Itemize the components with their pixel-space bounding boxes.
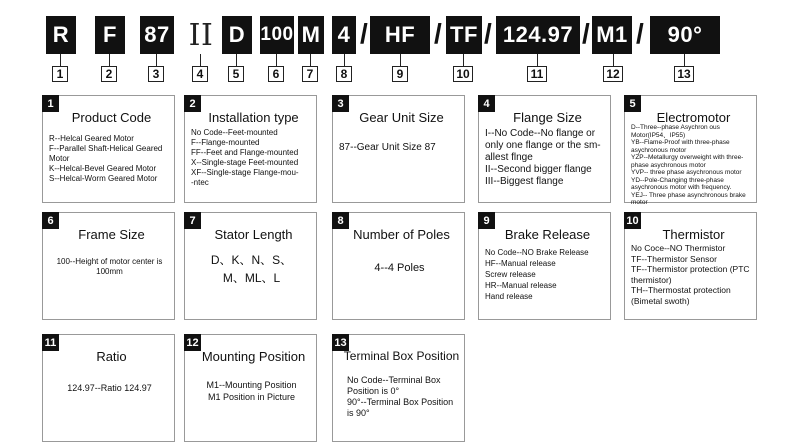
code-separator: / bbox=[582, 18, 590, 49]
card-number-badge: 7 bbox=[184, 212, 201, 229]
card-terminal-box-position bbox=[332, 334, 465, 442]
card-body: 124.97--Ratio 124.97 bbox=[67, 383, 152, 393]
card-number-badge: 1 bbox=[42, 95, 59, 112]
connector-tick bbox=[537, 54, 538, 66]
card-title: Mounting Position bbox=[201, 349, 306, 364]
code-87: 87 bbox=[140, 16, 174, 54]
code-II: II bbox=[188, 17, 214, 53]
card-body: M1--Mounting Position M1 Position in Picture bbox=[206, 380, 297, 402]
code-ratio: 124.97 bbox=[496, 16, 580, 54]
index-number: 9 bbox=[392, 66, 408, 82]
card-number-badge: 3 bbox=[332, 95, 349, 112]
card-title: Product Code bbox=[71, 110, 152, 125]
code-4: 4 bbox=[332, 16, 356, 54]
index-number: 7 bbox=[302, 66, 318, 82]
card-number-badge: 9 bbox=[478, 212, 495, 229]
card-title: Stator Length bbox=[214, 227, 293, 242]
card-flange-size bbox=[478, 95, 611, 203]
card-body: No Code--Feet-mounted F--Flange-mounted FF--Feet and Flange-mounted X--Single-stage Feet-mounted XF--Single-stage Flange-mou- -ntec bbox=[191, 128, 299, 187]
card-title: Thermistor bbox=[662, 227, 725, 242]
card-number-badge: 6 bbox=[42, 212, 59, 229]
index-number: 6 bbox=[268, 66, 284, 82]
card-body: R--Helcal Geared Motor F--Parallel Shaft-Helical Geared Motor K--Helcal-Bevel Geared Motor S--Helcal-Worm Geared Motor bbox=[49, 134, 163, 183]
index-number: 1 bbox=[52, 66, 68, 82]
card-number-badge: 2 bbox=[184, 95, 201, 112]
code-M1: M1 bbox=[592, 16, 632, 54]
card-body: D、K、N、S、 M、ML、L bbox=[210, 253, 293, 285]
code-TF: TF bbox=[446, 16, 482, 54]
index-number: 10 bbox=[453, 66, 473, 82]
card-title: Installation type bbox=[208, 110, 299, 125]
code-separator: / bbox=[360, 18, 368, 49]
connector-tick bbox=[344, 54, 345, 66]
card-body: I--No Code--No flange or only one flange or the sm-allest flnge II--Second bigger flange III--Biggest flange bbox=[485, 128, 601, 187]
code-R: R bbox=[46, 16, 76, 54]
index-number: 13 bbox=[674, 66, 694, 82]
code-M: M bbox=[298, 16, 324, 54]
index-number: 12 bbox=[603, 66, 623, 82]
card-mounting-position bbox=[184, 334, 317, 442]
card-body: D--Three--phase Asychron ous Motor(IP54、IP55) YB--Flame-Proof with three-phase asychronous motor YZP--Metallurgy overweight with three-phase asychronous motor YVP-- three phase asychronous motor YD--Pole-Changing three-phase asychronous motor with frequency. YEJ-- Three phase asynchronous brake motor bbox=[631, 124, 746, 206]
connector-tick bbox=[200, 54, 201, 66]
card-body: 100--Height of motor center is 100mm bbox=[56, 257, 163, 276]
code-D: D bbox=[222, 16, 252, 54]
card-number-badge: 5 bbox=[624, 95, 641, 112]
index-number: 11 bbox=[527, 66, 547, 82]
card-title: Electromotor bbox=[656, 110, 731, 125]
card-ratio bbox=[42, 334, 175, 442]
connector-tick bbox=[463, 54, 464, 66]
connector-tick bbox=[684, 54, 685, 66]
card-product-code bbox=[42, 95, 175, 203]
card-number-badge: 12 bbox=[184, 334, 201, 351]
connector-tick bbox=[109, 54, 110, 66]
connector-tick bbox=[310, 54, 311, 66]
index-number: 3 bbox=[148, 66, 164, 82]
code-F: F bbox=[95, 16, 125, 54]
card-installation-type bbox=[184, 95, 317, 203]
connector-tick bbox=[400, 54, 401, 66]
connector-tick bbox=[276, 54, 277, 66]
index-number: 2 bbox=[101, 66, 117, 82]
card-number-badge: 10 bbox=[624, 212, 641, 229]
connector-tick bbox=[60, 54, 61, 66]
card-title: Brake Release bbox=[504, 227, 591, 242]
connector-tick bbox=[613, 54, 614, 66]
code-HF: HF bbox=[370, 16, 430, 54]
card-brake-release bbox=[478, 212, 611, 320]
card-electromotor bbox=[624, 95, 757, 206]
code-separator: / bbox=[636, 18, 644, 49]
card-number-badge: 11 bbox=[42, 334, 59, 351]
card-thermistor bbox=[624, 212, 757, 320]
card-title: Number of Poles bbox=[353, 227, 450, 242]
code-separator: / bbox=[484, 18, 492, 49]
card-number-of-poles bbox=[332, 212, 465, 320]
card-body: No Coce--NO Thermistor TF--Thermistor Sensor TF--Thermistor protection (PTC thermistor) TH--Thermostat protection (Bimetal swoth) bbox=[631, 243, 750, 306]
card-stator-length bbox=[184, 212, 317, 320]
connector-tick bbox=[236, 54, 237, 66]
card-title: Frame Size bbox=[78, 227, 145, 242]
card-body: 87--Gear Unit Size 87 bbox=[339, 142, 436, 153]
card-body: 4--4 Poles bbox=[374, 262, 425, 274]
card-title: Ratio bbox=[96, 349, 127, 364]
connector-tick bbox=[156, 54, 157, 66]
card-number-badge: 13 bbox=[332, 334, 349, 351]
index-number: 4 bbox=[192, 66, 208, 82]
code-90: 90° bbox=[650, 16, 720, 54]
card-number-badge: 8 bbox=[332, 212, 349, 229]
index-number: 8 bbox=[336, 66, 352, 82]
card-title: Gear Unit Size bbox=[359, 110, 444, 125]
code-separator: / bbox=[434, 18, 442, 49]
card-number-badge: 4 bbox=[478, 95, 495, 112]
card-title: Terminal Box Position bbox=[343, 349, 460, 363]
card-gear-unit-size bbox=[332, 95, 465, 203]
card-title: Flange Size bbox=[513, 110, 582, 125]
code-100: 100 bbox=[260, 16, 294, 54]
index-number: 5 bbox=[228, 66, 244, 82]
card-body: No Code--Terminal Box Position is 0° 90°--Terminal Box Position is 90° bbox=[347, 375, 454, 418]
card-body: No Code--NO Brake Release HF--Manual release Screw release HR--Manual release Hand release bbox=[485, 248, 589, 301]
card-frame-size bbox=[42, 212, 175, 320]
